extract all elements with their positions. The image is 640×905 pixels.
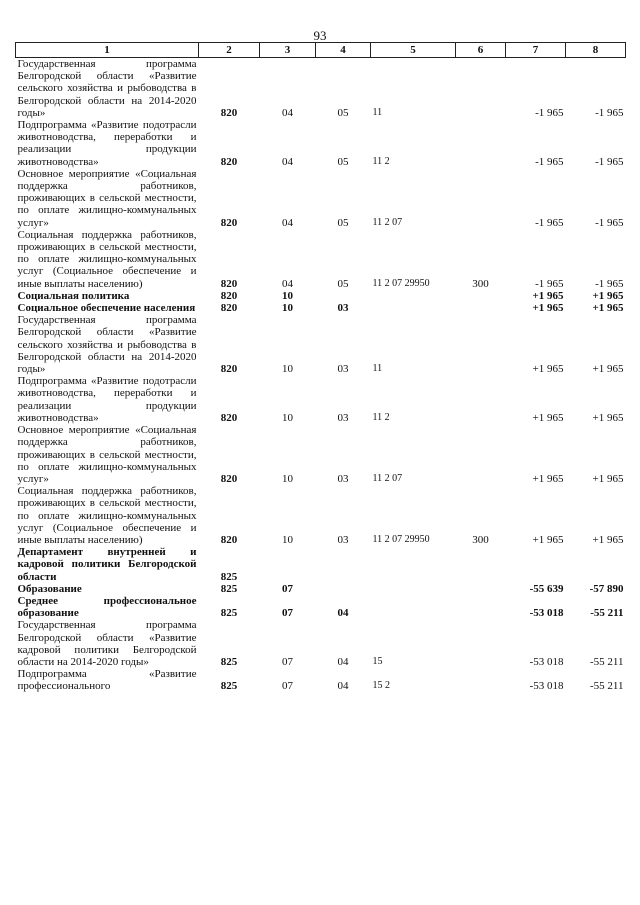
table-row [16,668,626,692]
row-expense-type [456,595,506,619]
column-header: 4 [316,43,371,58]
row-section-code: 10 [282,363,293,376]
row-name: Социальная поддержка работников, проживающих в сельской местности, по оплате жилищно-коммунальных услуг (Социальное обеспечение и иные выплаты населению) [17,228,197,290]
row-section-code: 10 [282,302,293,315]
table-row [16,619,626,668]
row-target-article [371,290,456,302]
column-header: 5 [371,43,456,58]
row-amount-year-2: -1 965 [595,216,624,229]
row-name: Департамент внутренней и кадровой политики Белгородской области [17,546,197,583]
row-amount-year-1: -1 965 [535,155,564,168]
row-name: Государственная программа Белгородской области «Развитие сельского хозяйства и рыбоводства в Белгородской области на 2014-2020 годы» [17,314,197,376]
row-expense-type: 300 [472,533,489,546]
table-row [16,229,626,290]
row-name: Социальная политика [17,289,130,302]
table-row [16,119,626,168]
row-ministry-code: 825 [220,582,238,595]
row-amount-year-1: -1 965 [535,106,564,119]
row-section-code: 04 [282,155,293,168]
row-target-article: 11 2 07 [372,472,403,484]
row-expense-type [456,290,506,302]
table-row [16,424,626,485]
row-amount-year-1: +1 965 [532,289,564,302]
row-section-code: 07 [282,582,293,595]
row-ministry-code: 825 [220,607,238,620]
row-subsection-code: 03 [337,302,349,315]
row-amount-year-1: +1 965 [532,363,564,376]
row-amount-year-2: +1 965 [592,302,624,315]
row-amount-year-2: +1 965 [592,533,624,546]
row-section-code: 07 [282,655,293,668]
row-subsection-code: 03 [337,411,349,424]
row-ministry-code: 820 [220,289,238,302]
row-ministry-code: 820 [220,363,238,376]
row-expense-type [456,619,506,668]
row-section-code: 10 [282,411,293,424]
row-subsection-code: 04 [337,607,349,620]
row-target-article: 11 [372,106,383,118]
row-amount-year-1: +1 965 [532,472,564,485]
row-target-article [371,546,456,583]
row-amount-year-1: -55 639 [529,582,564,595]
row-amount-year-2: +1 965 [592,289,624,302]
row-section-code: 04 [282,216,293,229]
row-expense-type [456,668,506,692]
row-amount-year-1: +1 965 [532,533,564,546]
row-amount-year-2: -1 965 [595,106,624,119]
row-expense-type [456,302,506,314]
row-amount-year-1 [506,546,566,583]
table-row [16,546,626,583]
row-target-article: 11 2 07 29950 [372,277,430,289]
row-amount-year-2: +1 965 [592,363,624,376]
row-amount-year-2: -1 965 [595,277,624,290]
row-target-article [371,302,456,314]
row-subsection-code: 03 [337,472,349,485]
column-header: 2 [199,43,260,58]
row-section-code [260,546,316,583]
row-target-article: 11 2 07 [372,216,403,228]
row-expense-type [456,168,506,229]
row-ministry-code: 820 [220,106,238,119]
column-header: 8 [566,43,626,58]
row-expense-type [456,424,506,485]
row-amount-year-2: -57 890 [589,582,624,595]
row-ministry-code: 825 [220,570,238,583]
row-expense-type [456,119,506,168]
row-target-article [371,583,456,595]
table-row [16,58,626,120]
row-subsection-code: 05 [337,106,349,119]
row-amount-year-2: -1 965 [595,155,624,168]
row-subsection-code: 04 [337,655,349,668]
row-section-code: 10 [282,533,293,546]
row-subsection-code [316,290,371,302]
table-row [16,375,626,424]
row-expense-type [456,583,506,595]
row-target-article: 15 2 [372,680,390,692]
row-ministry-code: 820 [220,411,238,424]
row-subsection-code: 04 [337,680,349,693]
table-row [16,302,626,314]
row-ministry-code: 820 [220,277,238,290]
row-subsection-code: 05 [337,216,349,229]
row-section-code: 07 [282,680,293,693]
row-expense-type [456,58,506,120]
row-name: Основное мероприятие «Социальная поддержка работников, проживающих в сельской местности, по оплате жилищно-коммунальных услуг» [17,424,197,485]
row-ministry-code: 820 [220,472,238,485]
row-ministry-code: 820 [220,302,238,315]
row-amount-year-1: -1 965 [535,216,564,229]
row-amount-year-2: -55 211 [589,655,624,668]
row-amount-year-2: -55 211 [590,607,624,620]
row-name: Среднее профессиональное образование [17,594,197,620]
row-target-article: 15 [372,655,383,667]
column-header: 1 [16,43,199,58]
row-subsection-code: 03 [337,363,349,376]
row-name: Социальное обеспечение населения [17,302,196,315]
row-target-article: 11 [372,363,383,375]
row-section-code: 10 [282,289,293,302]
column-header: 3 [260,43,316,58]
table-row [16,290,626,302]
row-amount-year-1: -53 018 [529,607,564,620]
table-row [16,595,626,619]
row-ministry-code: 825 [220,680,238,693]
table-row [16,485,626,546]
row-section-code: 07 [282,607,293,620]
table-row [16,583,626,595]
row-name: Государственная программа Белгородской области «Развитие сельского хозяйства и рыбоводства в Белгородской области на 2014-2020 годы» [17,58,197,119]
row-ministry-code: 820 [220,216,238,229]
row-section-code: 10 [282,472,293,485]
row-target-article: 11 2 [372,411,390,423]
row-amount-year-1: -53 018 [529,655,564,668]
row-name: Основное мероприятие «Социальная поддержка работников, проживающих в сельской местности, по оплате жилищно-коммунальных услуг» [17,167,197,229]
row-name: Государственная программа Белгородской области «Развитие кадровой политики Белгородской области на 2014-2020 годы» [17,619,197,668]
row-amount-year-1: -1 965 [535,277,564,290]
row-section-code: 04 [282,277,293,290]
row-ministry-code: 820 [220,533,238,546]
row-ministry-code: 825 [220,655,238,668]
row-amount-year-2: +1 965 [592,411,624,424]
row-expense-type [456,546,506,583]
row-subsection-code: 03 [337,533,349,546]
row-subsection-code [316,583,371,595]
row-amount-year-2 [566,546,626,583]
row-target-article [371,595,456,619]
table-header-row [16,43,626,58]
row-amount-year-1: +1 965 [532,411,564,424]
budget-table [15,42,626,693]
row-name: Подпрограмма «Развитие подотрасли животноводства, переработки и реализации продукции животноводства» [17,375,197,424]
row-subsection-code: 05 [337,155,349,168]
row-section-code: 04 [282,106,293,119]
row-amount-year-2: +1 965 [592,472,624,485]
row-target-article: 11 2 [372,155,390,167]
row-target-article: 11 2 07 29950 [372,533,430,545]
table-row [16,314,626,375]
row-ministry-code: 820 [220,155,238,168]
row-amount-year-2: -55 211 [589,680,624,693]
row-name: Социальная поддержка работников, проживающих в сельской местности, по оплате жилищно-коммунальных услуг (Социальное обеспечение и иные выплаты населению) [17,485,197,546]
row-amount-year-1: +1 965 [532,302,564,315]
column-header: 6 [456,43,506,58]
row-name: Подпрограмма «Развитие подотрасли животноводства, переработки и реализации продукции животноводства» [17,119,197,168]
page-number: 93 [313,28,327,43]
row-expense-type [456,375,506,424]
row-name: Образование [17,582,82,595]
row-subsection-code [316,546,371,583]
table-row [16,168,626,229]
column-header: 7 [506,43,566,58]
row-name: Подпрограмма «Развитие профессионального [17,668,197,693]
row-subsection-code: 05 [337,277,349,290]
row-expense-type [456,314,506,375]
row-expense-type: 300 [472,277,489,290]
row-amount-year-1: -53 018 [529,680,564,693]
